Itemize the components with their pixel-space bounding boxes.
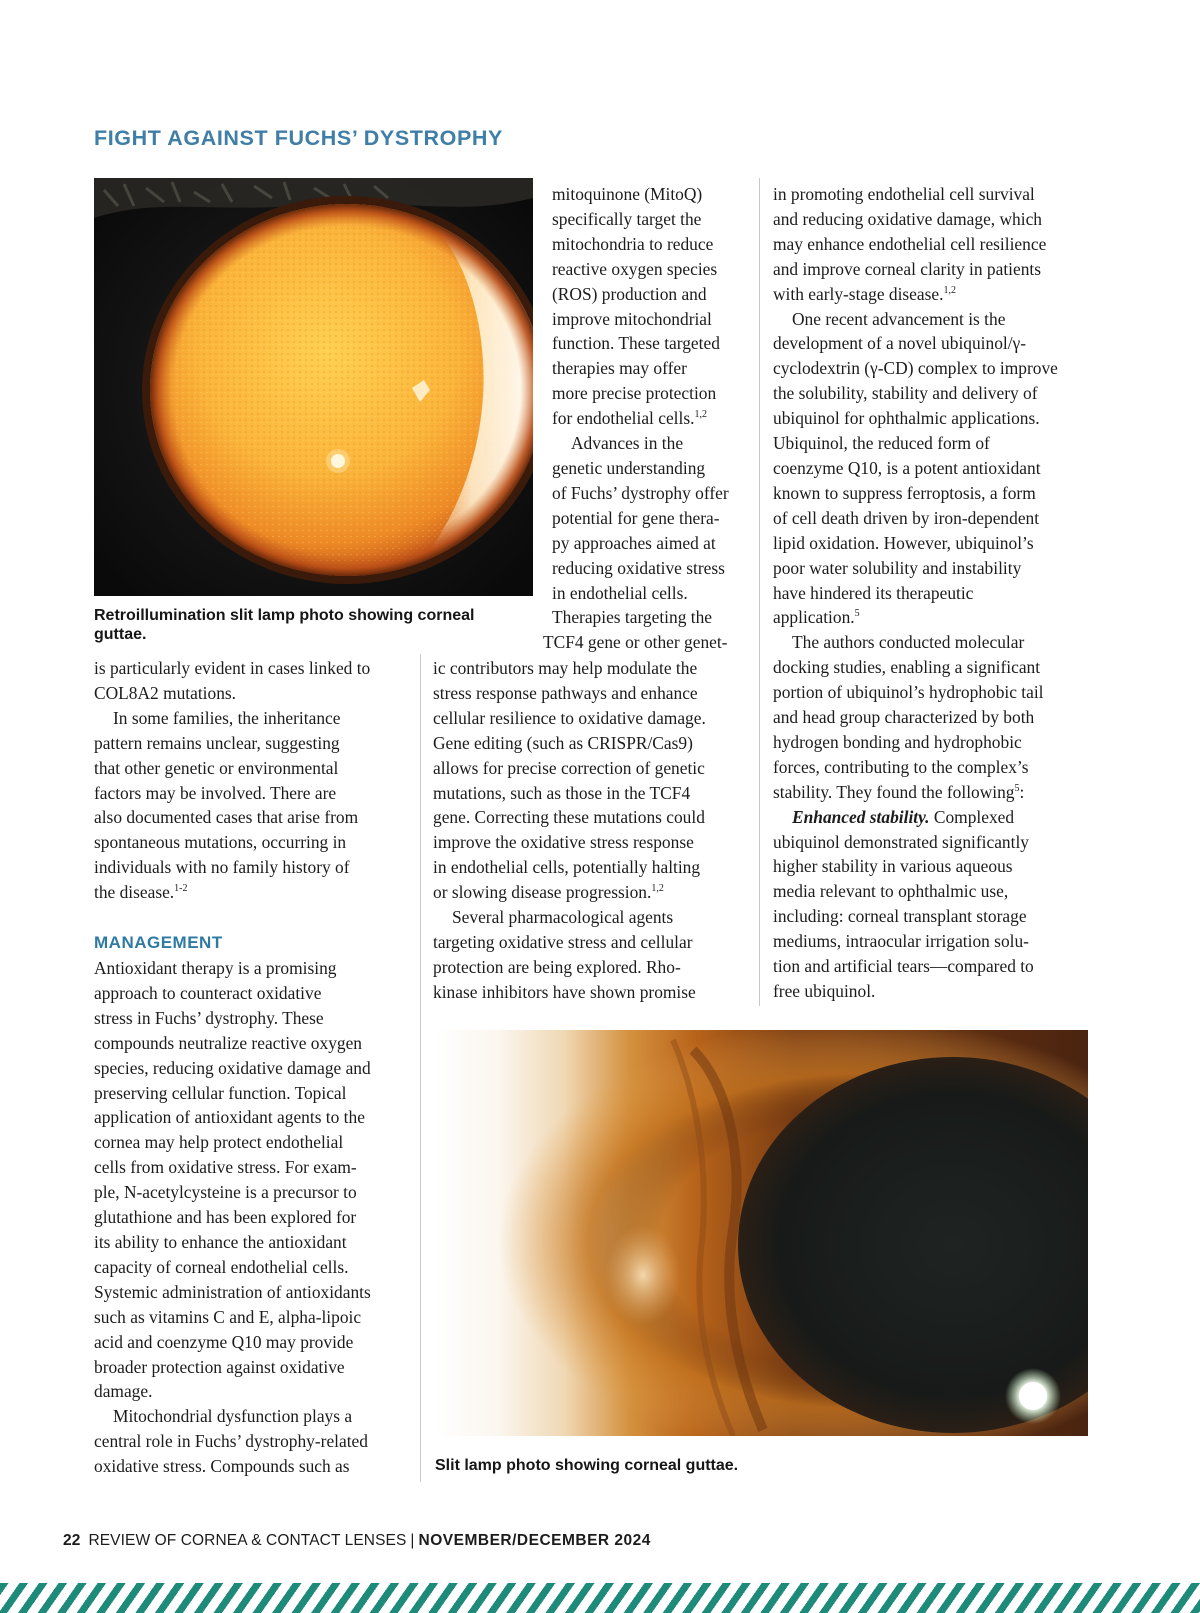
text-line: and head group characterized by both [773, 707, 1035, 728]
text-line: forces, contributing to the complex’s [773, 756, 1029, 777]
text-line: development of a novel ubiquinol/γ- [773, 333, 1027, 354]
page-footer [63, 1532, 651, 1550]
text-line: cellular resilience to oxidative damage. [433, 707, 706, 728]
text-line: Antioxidant therapy is a promising [94, 958, 337, 978]
text-line: compounds neutralize reactive oxygen [94, 1032, 363, 1053]
reference-superscript: 1,2 [651, 883, 664, 895]
text-line: that other genetic or environmental [94, 757, 339, 778]
text-line: stress in Fuchs’ dystrophy. These [94, 1007, 324, 1028]
text-line: COL8A2 mutations. [94, 682, 237, 703]
text-line: species, reducing oxidative damage and [94, 1057, 371, 1078]
text-line: capacity of corneal endothelial cells. [94, 1256, 349, 1277]
reference-superscript: 1,2 [943, 284, 956, 296]
text-line: or slowing disease progression.$^{1,2}$ [433, 882, 664, 903]
text-line: mutations, such as those in the TCF4 [433, 782, 691, 803]
text-line: more precise protection [552, 383, 717, 404]
text-line: of Fuchs’ dystrophy offer [552, 482, 729, 503]
text-line: application of antioxidant agents to the [94, 1107, 365, 1128]
section-title: FIGHT AGAINST FUCHS’ DYSTROPHY [94, 126, 503, 150]
text-line: tion and artificial tears—compared to [773, 956, 1034, 977]
text-line: and reducing oxidative damage, which [773, 208, 1042, 229]
text-line: media relevant to ophthalmic use, [773, 881, 1009, 902]
text-line: Several pharmacological agents [452, 907, 674, 928]
text-line: stress response pathways and enhance [433, 682, 698, 703]
text-line: ubiquinol for ophthalmic applications. [773, 408, 1040, 429]
text-line: hydrogen bonding and hydrophobic [773, 731, 1022, 752]
text-line: improve mitochondrial [552, 308, 712, 329]
text-line: may enhance endothelial cell resilience [773, 233, 1047, 254]
column-rule [759, 178, 760, 1006]
text-line: stability. They found the following$^5$: [773, 781, 1025, 802]
retroillumination-eye-photo-icon [94, 178, 533, 596]
management-subhead: MANAGEMENT [94, 933, 223, 952]
text-line: ple, N-acetylcysteine is a precursor to [94, 1182, 357, 1203]
text-line: Therapies targeting the [552, 607, 712, 628]
text-line: protection are being explored. Rho- [433, 956, 681, 977]
text-line: mitoquinone (MitoQ) [552, 184, 703, 204]
column-3-text [773, 182, 1058, 1004]
text-line: One recent advancement is the [792, 308, 1006, 329]
text-line: in endothelial cells, potentially halting [433, 857, 701, 878]
text-line: therapies may offer [552, 358, 687, 379]
text-line: the disease.$^{1-2}$ [94, 882, 188, 903]
reference-superscript: 5 [1014, 782, 1020, 794]
decorative-stripe-band [0, 1583, 1200, 1613]
text-line: Systemic administration of antioxidants [94, 1281, 371, 1302]
issue-date: NOVEMBER/DECEMBER 2024 [418, 1532, 651, 1549]
text-line: The authors conducted molecular [792, 632, 1025, 653]
text-line: and improve corneal clarity in patients [773, 258, 1042, 279]
text-line: genetic understanding [552, 457, 706, 478]
text-line: is particularly evident in cases linked to [94, 658, 371, 678]
text-line: including: corneal transplant storage [773, 906, 1027, 927]
text-line: targeting oxidative stress and cellular [433, 931, 693, 952]
text-line: oxidative stress. Compounds such as [94, 1456, 350, 1477]
column-1-management-text [94, 956, 371, 1479]
text-line: preserving cellular function. Topical [94, 1082, 347, 1103]
text-line: cornea may help protect endothelial [94, 1132, 344, 1153]
text-line: Ubiquinol, the reduced form of [773, 433, 990, 454]
retroillumination-photo [94, 178, 533, 596]
text-line: ic contributors may help modulate the [433, 658, 698, 678]
text-line: TCF4 gene or other genet- [543, 632, 728, 653]
footer-separator: | [410, 1532, 415, 1549]
text-line: gene. Correcting these mutations could [433, 807, 705, 828]
text-line: kinase inhibitors have shown promise [433, 981, 696, 1002]
reference-superscript: 5 [854, 608, 860, 620]
reference-superscript: 1,2 [694, 409, 707, 421]
text-line: free ubiquinol. [773, 981, 876, 1001]
text-line: also documented cases that arise from [94, 807, 359, 828]
text-line: spontaneous mutations, occurring in [94, 832, 347, 853]
text-line: Advances in the [571, 433, 684, 454]
text-line: of cell death driven by iron-dependent [773, 507, 1040, 528]
text-line: lipid oxidation. However, ubiquinol’s [773, 532, 1034, 553]
text-line: poor water solubility and instability [773, 557, 1022, 578]
text-line: mediums, intraocular irrigation solu- [773, 931, 1029, 952]
text-line: higher stability in various aqueous [773, 856, 1013, 877]
journal-name: REVIEW OF CORNEA & CONTACT LENSES [88, 1532, 407, 1549]
text-line: mitochondria to reduce [552, 233, 714, 254]
text-line: application.$^5$ [773, 607, 860, 628]
text-line: improve the oxidative stress response [433, 832, 694, 853]
text-line: its ability to enhance the antioxidant [94, 1231, 347, 1252]
column-2-top-text [543, 182, 729, 655]
text-line: allows for precise correction of genetic [433, 757, 705, 778]
text-line: pattern remains unclear, suggesting [94, 732, 340, 753]
photo-caption-retroillumination: Retroillumination slit lamp photo showing corneal guttae. [94, 607, 475, 643]
text-line: in promoting endothelial cell survival [773, 184, 1035, 204]
photo-caption-slit-lamp: Slit lamp photo showing corneal guttae. [435, 1457, 739, 1474]
text-line: reactive oxygen species [552, 258, 718, 279]
reference-superscript: 1-2 [174, 883, 188, 895]
text-line: broader protection against oxidative [94, 1356, 345, 1377]
text-line: In some families, the inheritance [113, 707, 341, 728]
enhanced-stability-lead: Enhanced stability. [792, 806, 930, 827]
column-rule [420, 654, 421, 1482]
page-number: 22 [63, 1532, 81, 1549]
slit-lamp-photo [433, 1030, 1088, 1436]
text-line: acid and coenzyme Q10 may provide [94, 1331, 354, 1352]
text-line: specifically target the [552, 208, 702, 229]
text-line: docking studies, enabling a significant [773, 657, 1041, 678]
text-line: in endothelial cells. [552, 582, 688, 603]
text-line: ubiquinol demonstrated significantly [773, 831, 1029, 852]
text-line: function. These targeted [552, 333, 720, 354]
text-line: for endothelial cells.$^{1,2}$ [552, 408, 707, 429]
text-line: potential for gene thera- [552, 507, 720, 528]
text-line: (ROS) production and [552, 283, 707, 304]
text-line: cyclodextrin (γ-CD) complex to improve [773, 358, 1058, 379]
slit-lamp-eye-photo-icon [433, 1030, 1088, 1436]
text-line: glutathione and has been explored for [94, 1207, 357, 1228]
text-line: have hindered its therapeutic [773, 582, 974, 603]
text-line: py approaches aimed at [552, 532, 716, 553]
text-line: Mitochondrial dysfunction plays a [113, 1406, 353, 1427]
text-line: reducing oxidative stress [552, 557, 725, 578]
text-line: factors may be involved. There are [94, 782, 337, 803]
text-line: damage. [94, 1381, 153, 1402]
text-line: individuals with no family history of [94, 857, 350, 878]
text-line: Enhanced stability. Complexed [792, 806, 1015, 827]
text-line: portion of ubiquinol’s hydrophobic tail [773, 682, 1044, 703]
text-line: cells from oxidative stress. For exam- [94, 1157, 357, 1178]
column-2-bottom-text [433, 656, 706, 1005]
text-line: central role in Fuchs’ dystrophy-related [94, 1431, 368, 1452]
text-line: approach to counteract oxidative [94, 982, 322, 1003]
text-line: coenzyme Q10, is a potent antioxidant [773, 457, 1041, 478]
text-line: with early-stage disease.$^{1,2}$ [773, 283, 956, 304]
column-1-text [94, 656, 370, 905]
text-line: the solubility, stability and delivery of [773, 383, 1038, 404]
text-line: Gene editing (such as CRISPR/Cas9) [433, 732, 693, 753]
text-line: known to suppress ferroptosis, a form [773, 482, 1036, 503]
text-line: such as vitamins C and E, alpha-lipoic [94, 1306, 362, 1327]
